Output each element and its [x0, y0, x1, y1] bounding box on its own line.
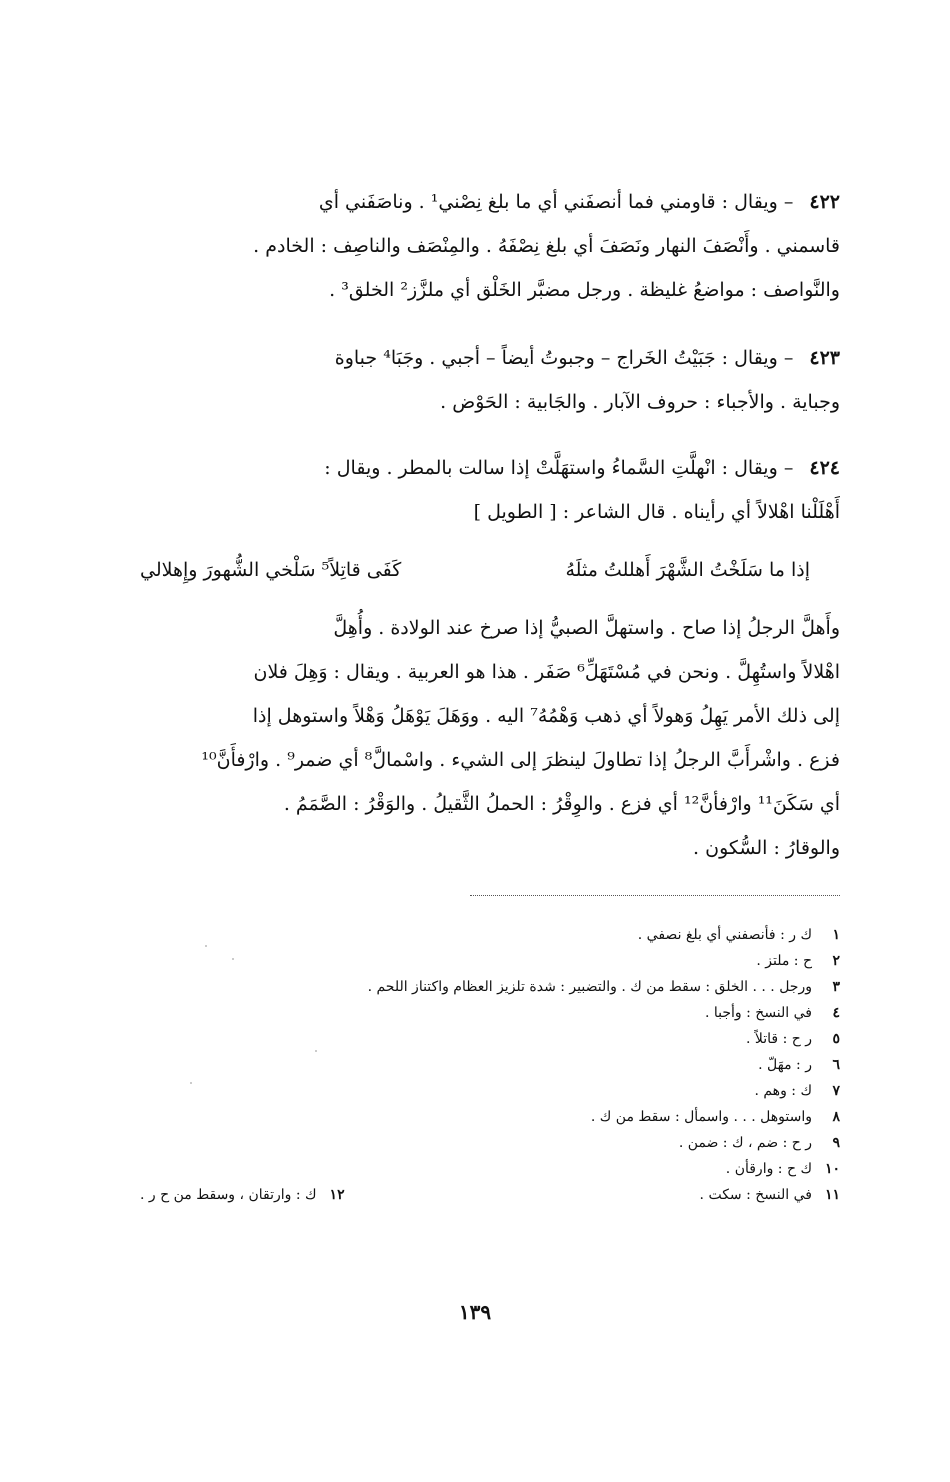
footnote: [140, 948, 840, 974]
entry-line: [140, 180, 840, 224]
scan-speck: [232, 958, 234, 960]
footnote-number: ١٠: [824, 1161, 840, 1177]
scan-speck: [190, 1082, 192, 1084]
entry-423: [140, 336, 840, 424]
footnote: [140, 1104, 840, 1130]
footnote-text: ح : ملتز .: [756, 953, 812, 969]
footnote-text: ك : وهم .: [754, 1083, 812, 1099]
footnote: [140, 922, 840, 948]
footnote-divider: [470, 895, 840, 896]
footnote: [140, 1156, 840, 1182]
entry-line: أي سَكَنَ¹¹ وارْفأنَّ¹² أي فزع . والوِقْرُ : الحملُ الثَّقيلُ . والوَقْرُ : الصَّمَمُ .: [283, 793, 840, 815]
entry-422: [140, 180, 840, 312]
footnote: [140, 1052, 840, 1078]
footnote: [700, 1182, 840, 1208]
footnote-text: ورجل . . . الخلق : سقط من ك . والتضبير : شدة تلزيز العظام واكتناز اللحم .: [367, 979, 812, 995]
entry-line: والوقارُ : السُّكون .: [693, 837, 840, 859]
entry-line: إلى ذلك الأمر يَهِلُ وَهولاً أي ذهب وَهْمُهُ⁷ اليه . ووَهَلَ يَوْهَلُ وَهْلاً واستوهل إذا: [252, 705, 840, 727]
footnote-number: ٧: [832, 1083, 840, 1099]
scan-speck: [315, 1050, 317, 1052]
footnote-text: ر ح : قاتلاً .: [746, 1031, 812, 1047]
footnote-number: ٢: [832, 953, 840, 969]
footnote-number: ٦: [832, 1057, 840, 1073]
footnote: [140, 1000, 840, 1026]
footnote-text: ك ر : فأنصفني أي بلغ نصفي .: [637, 927, 812, 943]
verse-first-hemistich: إذا ما سَلَخْتُ الشَّهْرَ أَهللتُ مثلَهُ: [565, 559, 810, 581]
footnotes: [140, 922, 840, 1208]
footnote: [140, 1182, 345, 1208]
footnote-number: ١: [832, 927, 840, 943]
footnote-number: ٤: [832, 1005, 840, 1021]
footnote: [140, 1130, 840, 1156]
footnote-text: ك ح : وارقأن .: [725, 1161, 812, 1177]
footnote-text: ر ح : ضم ، ك : ضمن .: [678, 1135, 812, 1151]
entry-text: – ويقال : انْهلَّتِ السَّماءُ واستهَلَّتْ إذا سالت بالمطر . ويقال :: [324, 457, 794, 479]
entry-line: [140, 446, 840, 490]
entry-text: – ويقال : جَبَيْتُ الخَراج – وجبوتُ أيضاً – أجبي . وجَبَا⁴ جباوة: [334, 347, 794, 369]
entry-line: قاسمني . وأَنْصَفَ النهار ونَصَفَ أي بلغ نِصْفَهُ . والمِنْصَف والناصِف : الخادم .: [253, 235, 840, 257]
footnote-text: في النسخ : سكت .: [699, 1187, 812, 1203]
entry-text: – ويقال : قاومني فما أنصفَني أي ما بلغ نِصْني¹ . وناصَفَني أي: [318, 191, 794, 213]
entry-line: وأَهلَّ الرجلُ إذا صاح . واستهلَّ الصبيُّ إذا صرخ عند الولادة . وأُهِلَّ: [333, 617, 840, 639]
entry-424: [140, 446, 840, 534]
entry-line: أَهْلَلْنا اهْلالاً أي رأيناه . قال الشاعر : [ الطويل ]: [473, 501, 840, 523]
page-number: ١٣٩: [458, 1300, 492, 1324]
entry-number: ٤٢٢: [809, 191, 840, 213]
footnote-text: واستوهل . . . واسمأل : سقط من ك .: [590, 1109, 812, 1125]
entry-line: وجباية . والأجباء : حروف الآبار . والجَابية : الحَوْض .: [440, 391, 840, 413]
entry-line: [140, 336, 840, 380]
scan-speck: [205, 945, 207, 947]
verse-second-hemistich: كَفَى قاتِلاً⁵ سَلْخي الشُّهورَ وإِهلالي: [140, 559, 402, 581]
footnote: [140, 1078, 840, 1104]
entry-424-continuation: [140, 606, 840, 870]
footnote-number: ٣: [832, 979, 840, 995]
footnote-text: ر : مهَلّ .: [758, 1057, 812, 1073]
entry-line: والنَّواصف : مواضعُ غليظة . ورجل مضبَّر الخَلْق أي ملزَّز² الخلق³ .: [329, 279, 840, 301]
footnote: [140, 974, 840, 1000]
footnote-number: ١١: [824, 1187, 840, 1203]
footnote-text: ك : وارتقان ، وسقط من ح ر .: [140, 1187, 317, 1203]
footnote-number: ٨: [832, 1109, 840, 1125]
footnote-number: ٥: [832, 1031, 840, 1047]
footnote-text: في النسخ : وأجبا .: [704, 1005, 812, 1021]
entry-number: ٤٢٣: [809, 347, 840, 369]
footnote-row: [140, 1182, 840, 1208]
footnote-number: ١٢: [329, 1187, 345, 1203]
footnote: [140, 1026, 840, 1052]
entry-number: ٤٢٤: [809, 457, 840, 479]
entry-line: فزع . واشْرأَبَّ الرجلُ إذا تطاولَ لينظرَ إلى الشيء . واسْمالَّ⁸ أي ضمر⁹ . وارْفأَنَّ¹⁰: [201, 749, 840, 771]
footnote-number: ٩: [832, 1135, 840, 1151]
entry-line: اهْلالاً واستُهِلَّ . ونحن في مُسْتَهَلِّ⁶ صَفَر . هذا هو العربية . ويقال : وَهِلَ فلان: [253, 661, 840, 683]
